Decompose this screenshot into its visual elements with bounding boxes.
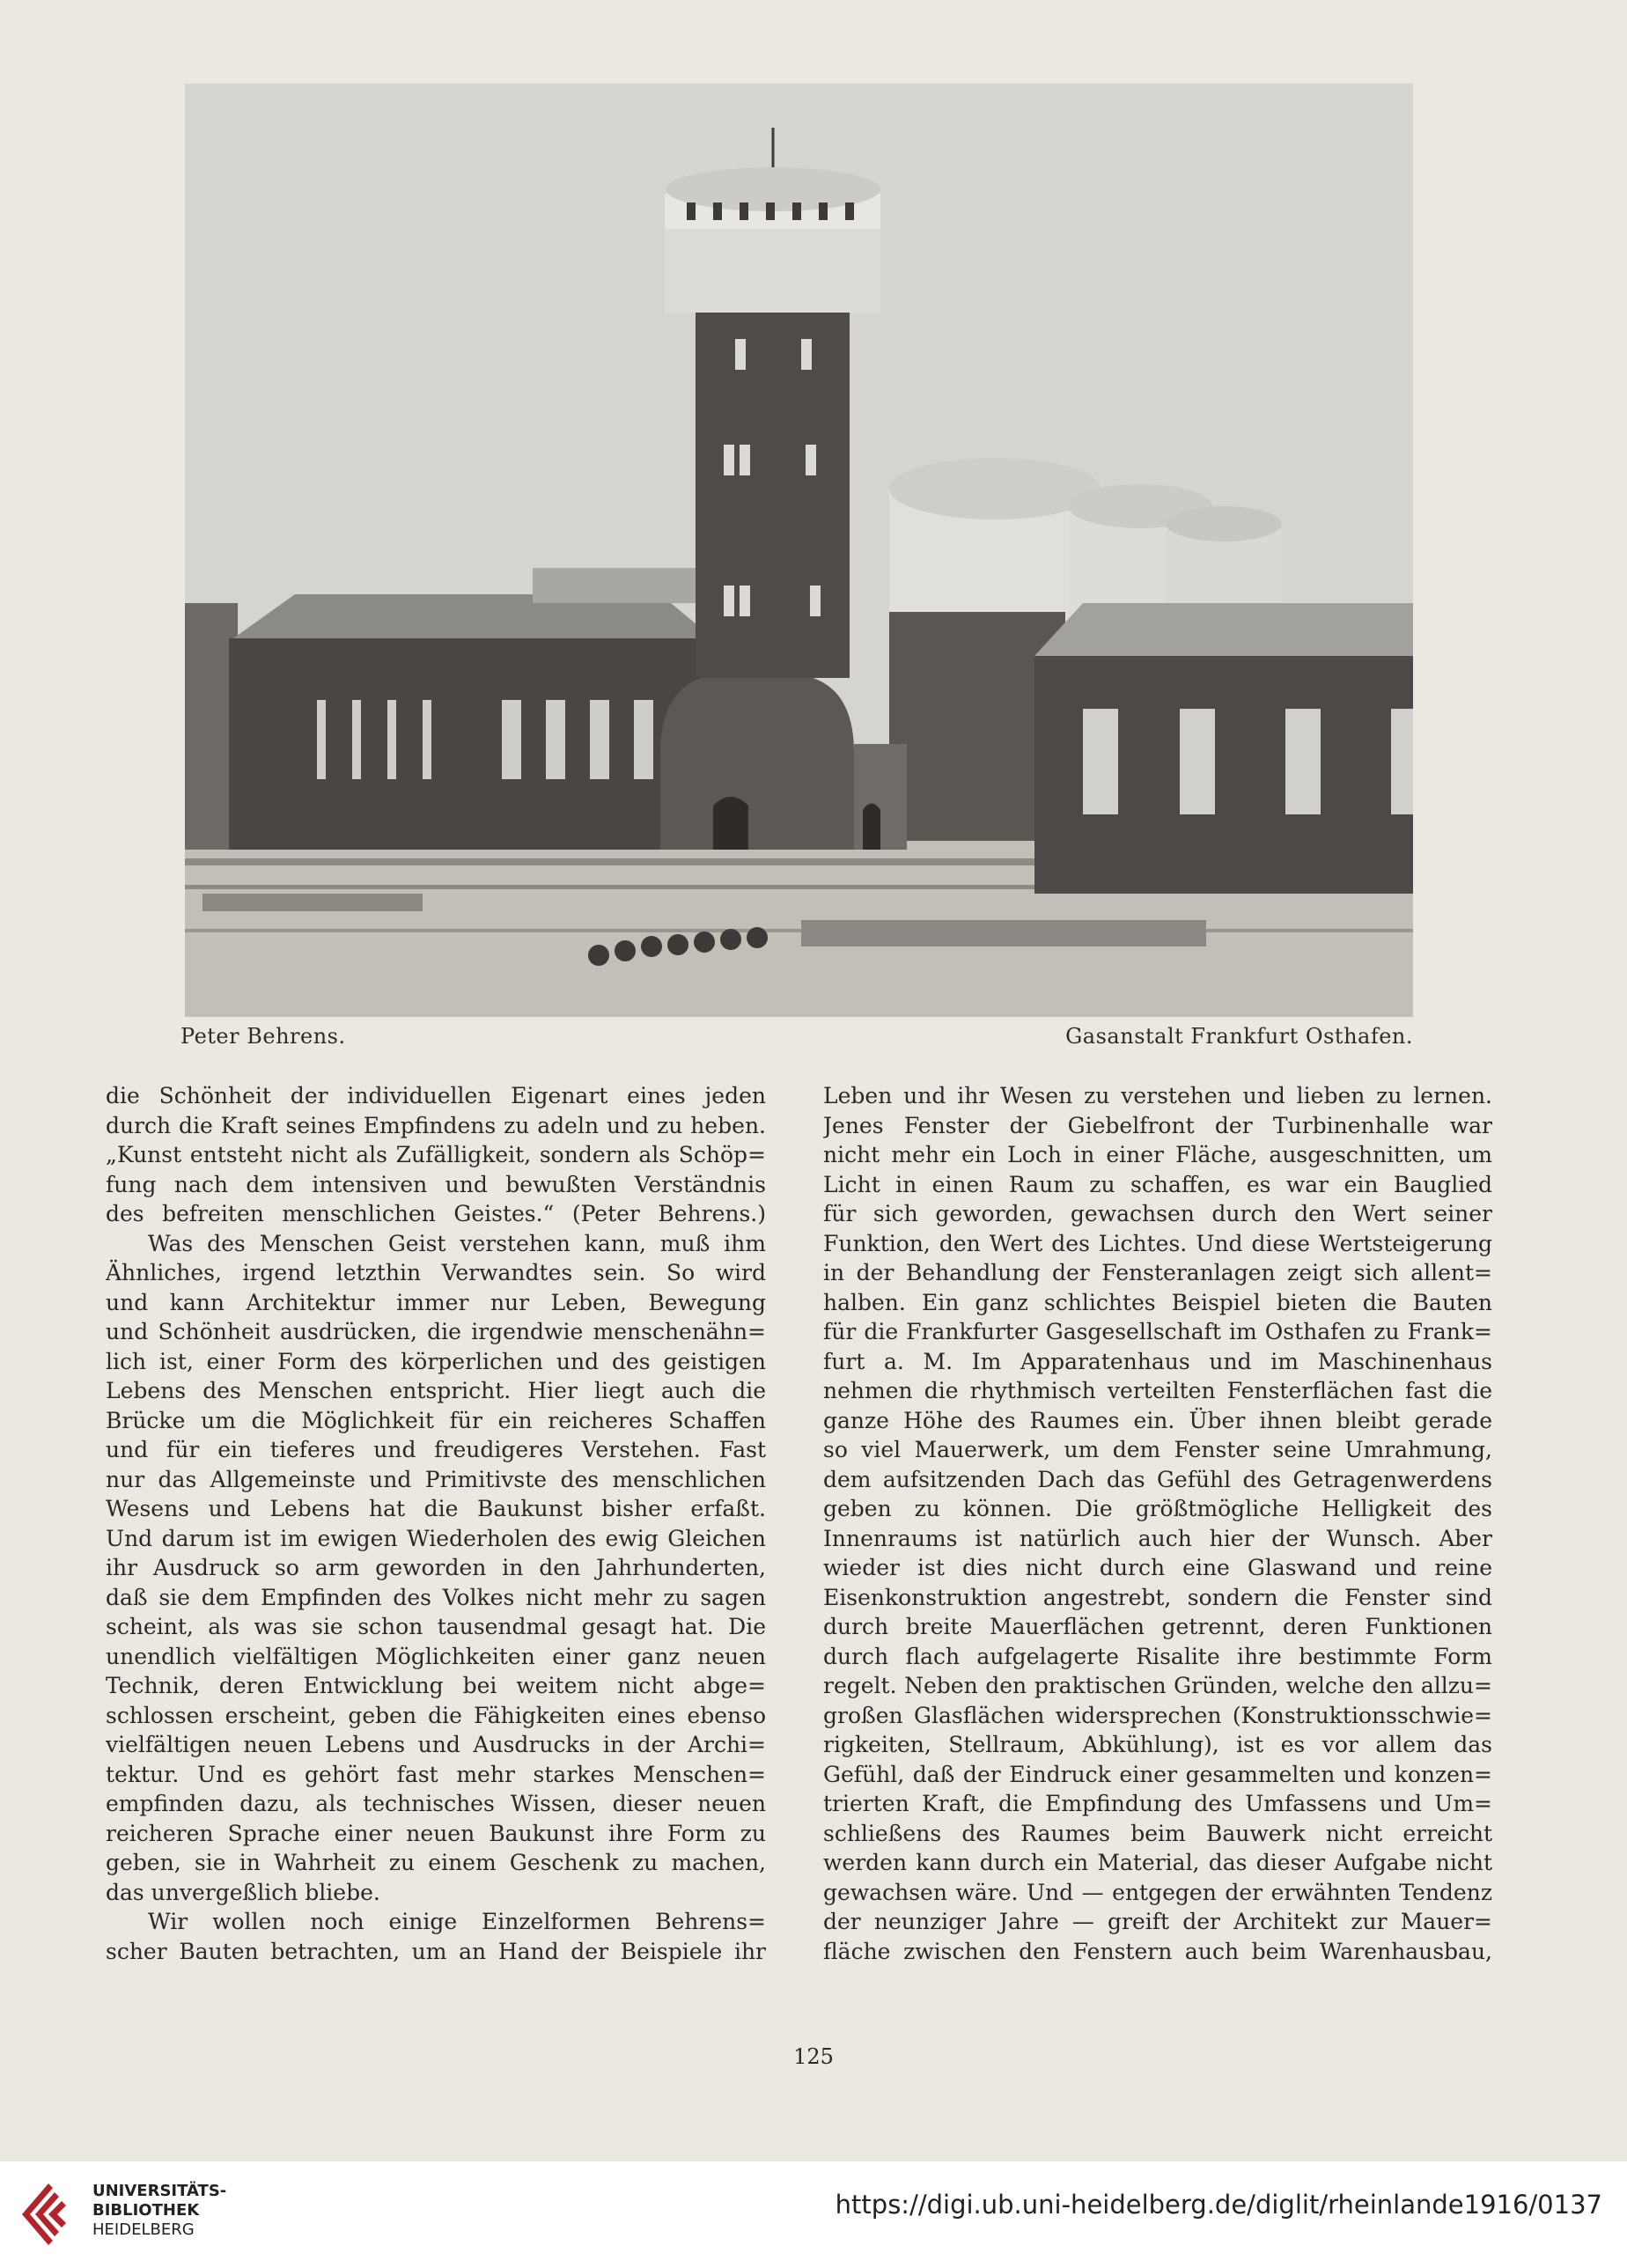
text-line: Leben und ihr Wesen zu verstehen und lieben zu lernen.: [823, 1083, 1492, 1108]
text-line: schlossen erscheint, geben die Fähigkeiten eines ebenso: [106, 1702, 766, 1728]
text-line: gewachsen wäre. Und — entgegen der erwähnten Tendenz: [823, 1879, 1492, 1905]
page-number: 125: [793, 2044, 834, 2069]
text-line: das unvergeßlich bliebe.: [106, 1879, 380, 1905]
text-line: schließens des Raumes beim Bauwerk nicht erreicht: [823, 1820, 1492, 1846]
source-url-link[interactable]: https://digi.ub.uni-heidelberg.de/diglit/rheinlande1916/0137: [835, 2190, 1602, 2220]
text-line: unendlich vielfältigen Möglichkeiten einer ganz neuen: [106, 1643, 766, 1669]
text-line: Funktion, den Wert des Lichtes. Und diese Wertsteigerung: [823, 1230, 1492, 1256]
institution-name: [92, 2182, 226, 2240]
text-line: durch breite Mauerflächen getrennt, deren Funktionen: [823, 1614, 1492, 1639]
text-line: scheint, als was sie schon tausendmal gesagt hat. Die: [106, 1614, 766, 1639]
text-line: Innenraums ist natürlich auch hier der Wunsch. Aber: [823, 1525, 1492, 1551]
text-line: regelt. Neben den praktischen Gründen, welche den allzu=: [823, 1673, 1492, 1698]
text-line: Und darum ist im ewigen Wiederholen des ewig Gleichen: [106, 1525, 766, 1551]
text-line: ganze Höhe des Raumes ein. Über ihnen bleibt gerade: [823, 1407, 1492, 1433]
text-line: ihr Ausdruck so arm geworden in den Jahrhunderten,: [106, 1555, 766, 1580]
text-line: Was des Menschen Geist verstehen kann, muß ihm: [148, 1230, 766, 1256]
text-line: der neunziger Jahre — greift der Architekt zur Mauer=: [823, 1909, 1492, 1934]
text-line: großen Glasflächen widersprechen (Konstruktionsschwie=: [823, 1702, 1492, 1728]
text-line: dem aufsitzenden Dach das Gefühl des Getragenwerdens: [823, 1466, 1492, 1492]
institution-line: UNIVERSITÄTS-: [92, 2182, 227, 2200]
text-line: und kann Architektur immer nur Leben, Bewegung: [106, 1289, 766, 1315]
text-line: für sich geworden, gewachsen durch den Wert seiner: [823, 1201, 1492, 1226]
text-line: und Schönheit ausdrücken, die irgendwie menschenähn=: [106, 1319, 766, 1344]
text-line: Wir wollen noch einige Einzelformen Behrens=: [148, 1909, 766, 1934]
text-line: so viel Mauerwerk, um dem Fenster seine Umrahmung,: [823, 1437, 1492, 1462]
text-line: trierten Kraft, die Empfindung des Umfassens und Um=: [823, 1791, 1492, 1816]
institution-line: BIBLIOTHEK: [92, 2201, 200, 2220]
text-line: geben, sie in Wahrheit zu einem Geschenk zu machen,: [106, 1850, 766, 1875]
text-line: halben. Ein ganz schlichtes Beispiel bieten die Bauten: [823, 1289, 1492, 1315]
text-line: nur das Allgemeinste und Primitivste des menschlichen: [106, 1466, 766, 1492]
text-line: Gefühl, daß der Eindruck einer gesammelten und konzen=: [823, 1761, 1492, 1787]
text-line: empfinden dazu, als technisches Wissen, dieser neuen: [106, 1791, 766, 1816]
text-line: die Schönheit der individuellen Eigenart eines jeden: [106, 1083, 766, 1108]
text-line: werden kann durch ein Material, das dieser Aufgabe nicht: [823, 1850, 1492, 1875]
text-line: furt a. M. Im Apparatenhaus und im Maschinenhaus: [823, 1348, 1492, 1374]
text-line: geben zu können. Die größtmögliche Helligkeit des: [823, 1496, 1492, 1521]
text-column-left: [106, 1081, 766, 1966]
text-line: Eisenkonstruktion angestrebt, sondern die Fenster sind: [823, 1584, 1492, 1610]
text-line: des befreiten menschlichen Geistes.“ (Peter Behrens.): [106, 1201, 766, 1226]
text-line: und für ein tieferes und freudigeres Verstehen. Fast: [106, 1437, 766, 1462]
text-line: Wesens und Lebens hat die Baukunst bisher erfaßt.: [106, 1496, 766, 1521]
text-line: Brücke um die Möglichkeit für ein reicheres Schaffen: [106, 1407, 766, 1433]
text-line: in der Behandlung der Fensteranlagen zeigt sich allent=: [823, 1260, 1492, 1285]
text-line: Ähnliches, irgend letzthin Verwandtes sein. So wird: [106, 1260, 766, 1285]
text-line: tektur. Und es gehört fast mehr starkes Menschen=: [106, 1761, 766, 1787]
text-column-right: [823, 1081, 1492, 1966]
text-line: fung nach dem intensiven und bewußten Verständnis: [106, 1171, 766, 1197]
text-line: „Kunst entsteht nicht als Zufälligkeit, sondern als Schöp=: [106, 1142, 766, 1167]
text-line: rigkeiten, Stellraum, Abkühlung), ist es vor allem das: [823, 1732, 1492, 1757]
photo-caption-architect: Peter Behrens.: [180, 1024, 346, 1049]
text-line: reicheren Sprache einer neuen Baukunst ihre Form zu: [106, 1820, 766, 1846]
text-line: durch flach aufgelagerte Risalite ihre bestimmte Form: [823, 1643, 1492, 1669]
text-line: vielfältigen neuen Lebens und Ausdrucks in der Archi=: [106, 1732, 766, 1757]
university-library-logo: [18, 2179, 79, 2250]
text-line: Licht in einen Raum zu schaffen, es war ein Bauglied: [823, 1171, 1492, 1197]
gasworks-illustration: [185, 84, 1413, 1017]
text-line: lich ist, einer Form des körperlichen und des geistigen: [106, 1348, 766, 1374]
institution-line: HEIDELBERG: [92, 2220, 195, 2239]
text-line: daß sie dem Empfinden des Volkes nicht mehr zu sagen: [106, 1584, 766, 1610]
text-line: nicht mehr ein Loch in einer Fläche, ausgeschnitten, um: [823, 1142, 1492, 1167]
text-line: scher Bauten betrachten, um an Hand der Beispiele ihr: [106, 1938, 766, 1964]
text-line: nehmen die rhythmisch verteilten Fensterflächen fast die: [823, 1378, 1492, 1403]
text-line: Lebens des Menschen entspricht. Hier liegt auch die: [106, 1378, 766, 1403]
text-line: für die Frankfurter Gasgesellschaft im Osthafen zu Frank=: [823, 1319, 1492, 1344]
photo-caption-title: Gasanstalt Frankfurt Osthafen.: [1065, 1024, 1413, 1049]
text-line: Jenes Fenster der Giebelfront der Turbinenhalle war: [823, 1112, 1492, 1138]
photograph-gasworks: [185, 84, 1413, 1017]
text-line: durch die Kraft seines Empfindens zu adeln und zu heben.: [106, 1112, 766, 1138]
text-line: wieder ist dies nicht durch eine Glaswand und reine: [823, 1555, 1492, 1580]
text-line: Technik, deren Entwicklung bei weitem nicht abge=: [106, 1673, 766, 1698]
text-line: fläche zwischen den Fenstern auch beim Warenhausbau,: [823, 1938, 1492, 1964]
